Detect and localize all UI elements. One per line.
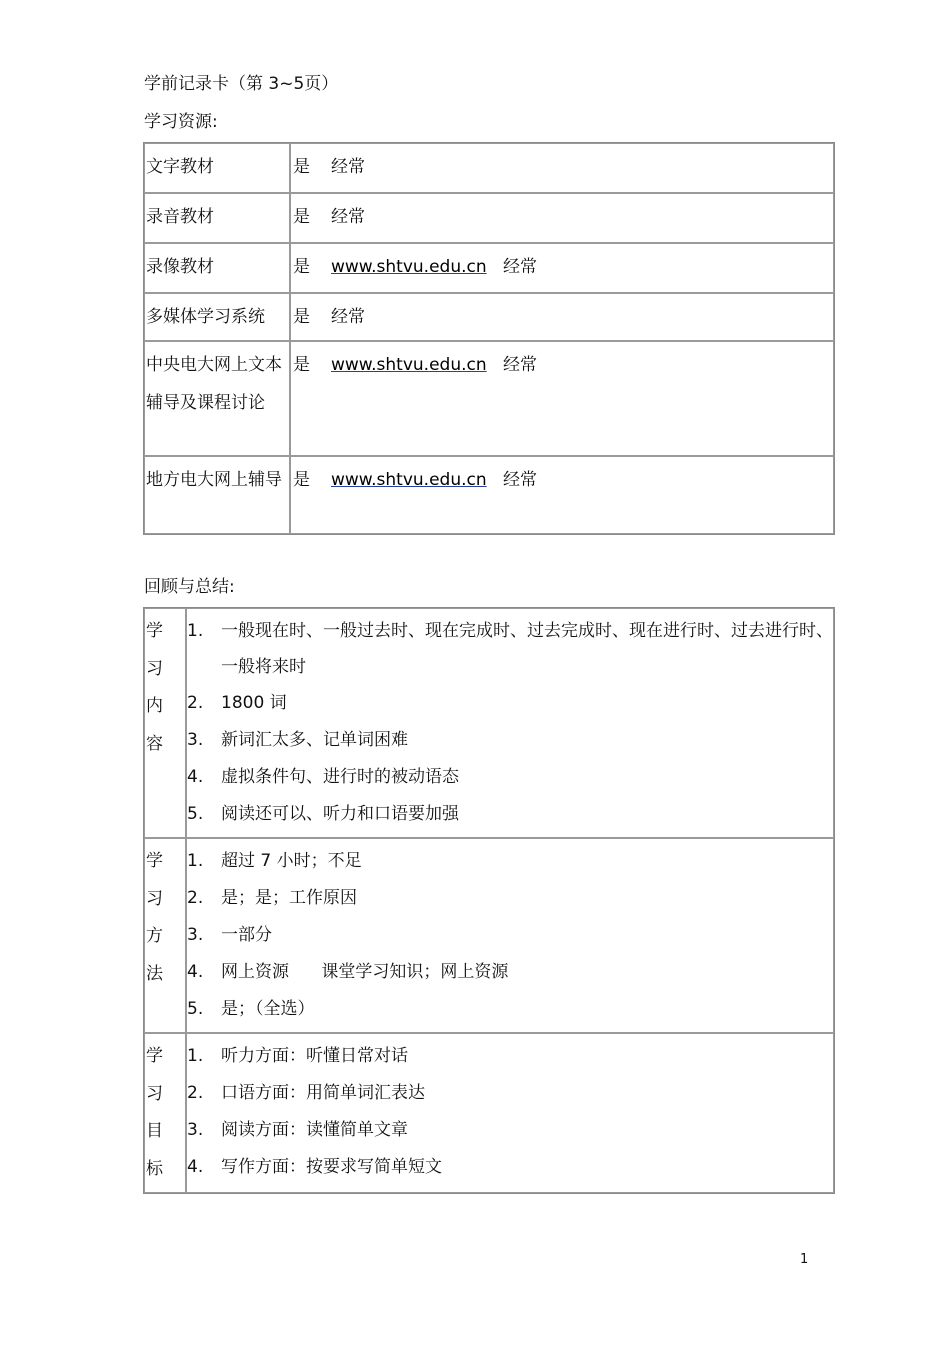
side-char: 习	[146, 1083, 163, 1104]
resource-website-link[interactable]: www.shtvu.edu.cn	[331, 470, 487, 490]
review-section-content	[144, 608, 834, 838]
resource-yes: 是	[293, 157, 310, 177]
section-side-label	[144, 1033, 186, 1193]
side-char: 学	[146, 1046, 163, 1066]
resource-value	[290, 243, 834, 293]
side-char: 容	[146, 733, 163, 754]
resources-table	[143, 142, 835, 535]
resource-frequency: 经常	[331, 157, 365, 177]
resource-label: 录音教材	[144, 193, 290, 243]
side-char: 学	[146, 621, 163, 641]
list-item: 1. 听力方面：听懂日常对话	[187, 1046, 408, 1066]
side-char: 内	[146, 696, 163, 716]
list-item: 5. 是；（全选）	[187, 999, 315, 1019]
section-items	[186, 608, 834, 838]
resource-value	[290, 341, 834, 456]
resource-value	[290, 193, 834, 243]
resource-frequency: 经常	[331, 307, 365, 327]
resource-label: 地方电大网上辅导	[144, 456, 290, 534]
list-item: 2. 口语方面：用简单词汇表达	[187, 1083, 425, 1103]
section-side-label	[144, 838, 186, 1033]
resources-label: 学习资源:	[144, 112, 218, 132]
review-table	[143, 607, 835, 1194]
list-item: 1. 超过 7 小时；不足	[187, 851, 362, 871]
side-char: 学	[146, 851, 163, 871]
review-section-method	[144, 838, 834, 1033]
resource-value	[290, 456, 834, 534]
resource-value	[290, 293, 834, 341]
list-item: 5. 阅读还可以、听力和口语要加强	[187, 804, 459, 824]
resource-yes: 是	[293, 207, 310, 227]
side-char: 法	[146, 963, 163, 984]
section-items	[186, 1033, 834, 1193]
side-char: 习	[146, 888, 163, 909]
list-item: 3. 新词汇太多、记单词困难	[187, 730, 408, 750]
page-number: 1	[800, 1252, 809, 1267]
review-label: 回顾与总结:	[144, 577, 235, 597]
side-char: 目	[146, 1121, 163, 1141]
resource-yes: 是	[293, 257, 310, 277]
side-char: 标	[146, 1158, 163, 1179]
side-char: 方	[146, 926, 163, 946]
side-char: 习	[146, 658, 163, 679]
list-item: 2. 是；是；工作原因	[187, 888, 357, 908]
resource-label: 中央电大网上文本辅导及课程讨论	[144, 341, 290, 456]
resource-frequency: 经常	[503, 355, 537, 375]
resource-frequency: 经常	[503, 470, 537, 490]
page-title: 学前记录卡（第 3~5页）	[144, 74, 339, 94]
resource-website-link[interactable]: www.shtvu.edu.cn	[331, 355, 487, 375]
resource-label: 录像教材	[144, 243, 290, 293]
review-section-goals	[144, 1033, 834, 1193]
list-item: 3. 一部分	[187, 925, 272, 945]
list-item: 4. 虚拟条件句、进行时的被动语态	[187, 767, 459, 787]
resource-label: 文字教材	[144, 143, 290, 193]
resource-frequency: 经常	[331, 207, 365, 227]
resource-yes: 是	[293, 355, 310, 375]
resource-value	[290, 143, 834, 193]
table-row	[144, 143, 834, 193]
resource-website-link[interactable]: www.shtvu.edu.cn	[331, 257, 487, 277]
list-item: 4. 网上资源 课堂学习知识；网上资源	[187, 962, 509, 982]
list-item: 2. 1800 词	[187, 693, 287, 713]
table-row	[144, 341, 834, 456]
resource-yes: 是	[293, 470, 310, 490]
table-row	[144, 243, 834, 293]
list-item: 3. 阅读方面：读懂简单文章	[187, 1120, 408, 1140]
resource-frequency: 经常	[503, 257, 537, 277]
section-items	[186, 838, 834, 1033]
table-row	[144, 293, 834, 341]
table-row	[144, 193, 834, 243]
list-item: 1. 一般现在时、一般过去时、现在完成时、过去完成时、现在进行时、过去进行时、一般将来时	[187, 621, 833, 677]
section-side-label	[144, 608, 186, 838]
table-row	[144, 456, 834, 534]
list-item: 4. 写作方面：按要求写简单短文	[187, 1157, 442, 1177]
resource-yes: 是	[293, 307, 310, 327]
resource-label: 多媒体学习系统	[144, 293, 290, 341]
